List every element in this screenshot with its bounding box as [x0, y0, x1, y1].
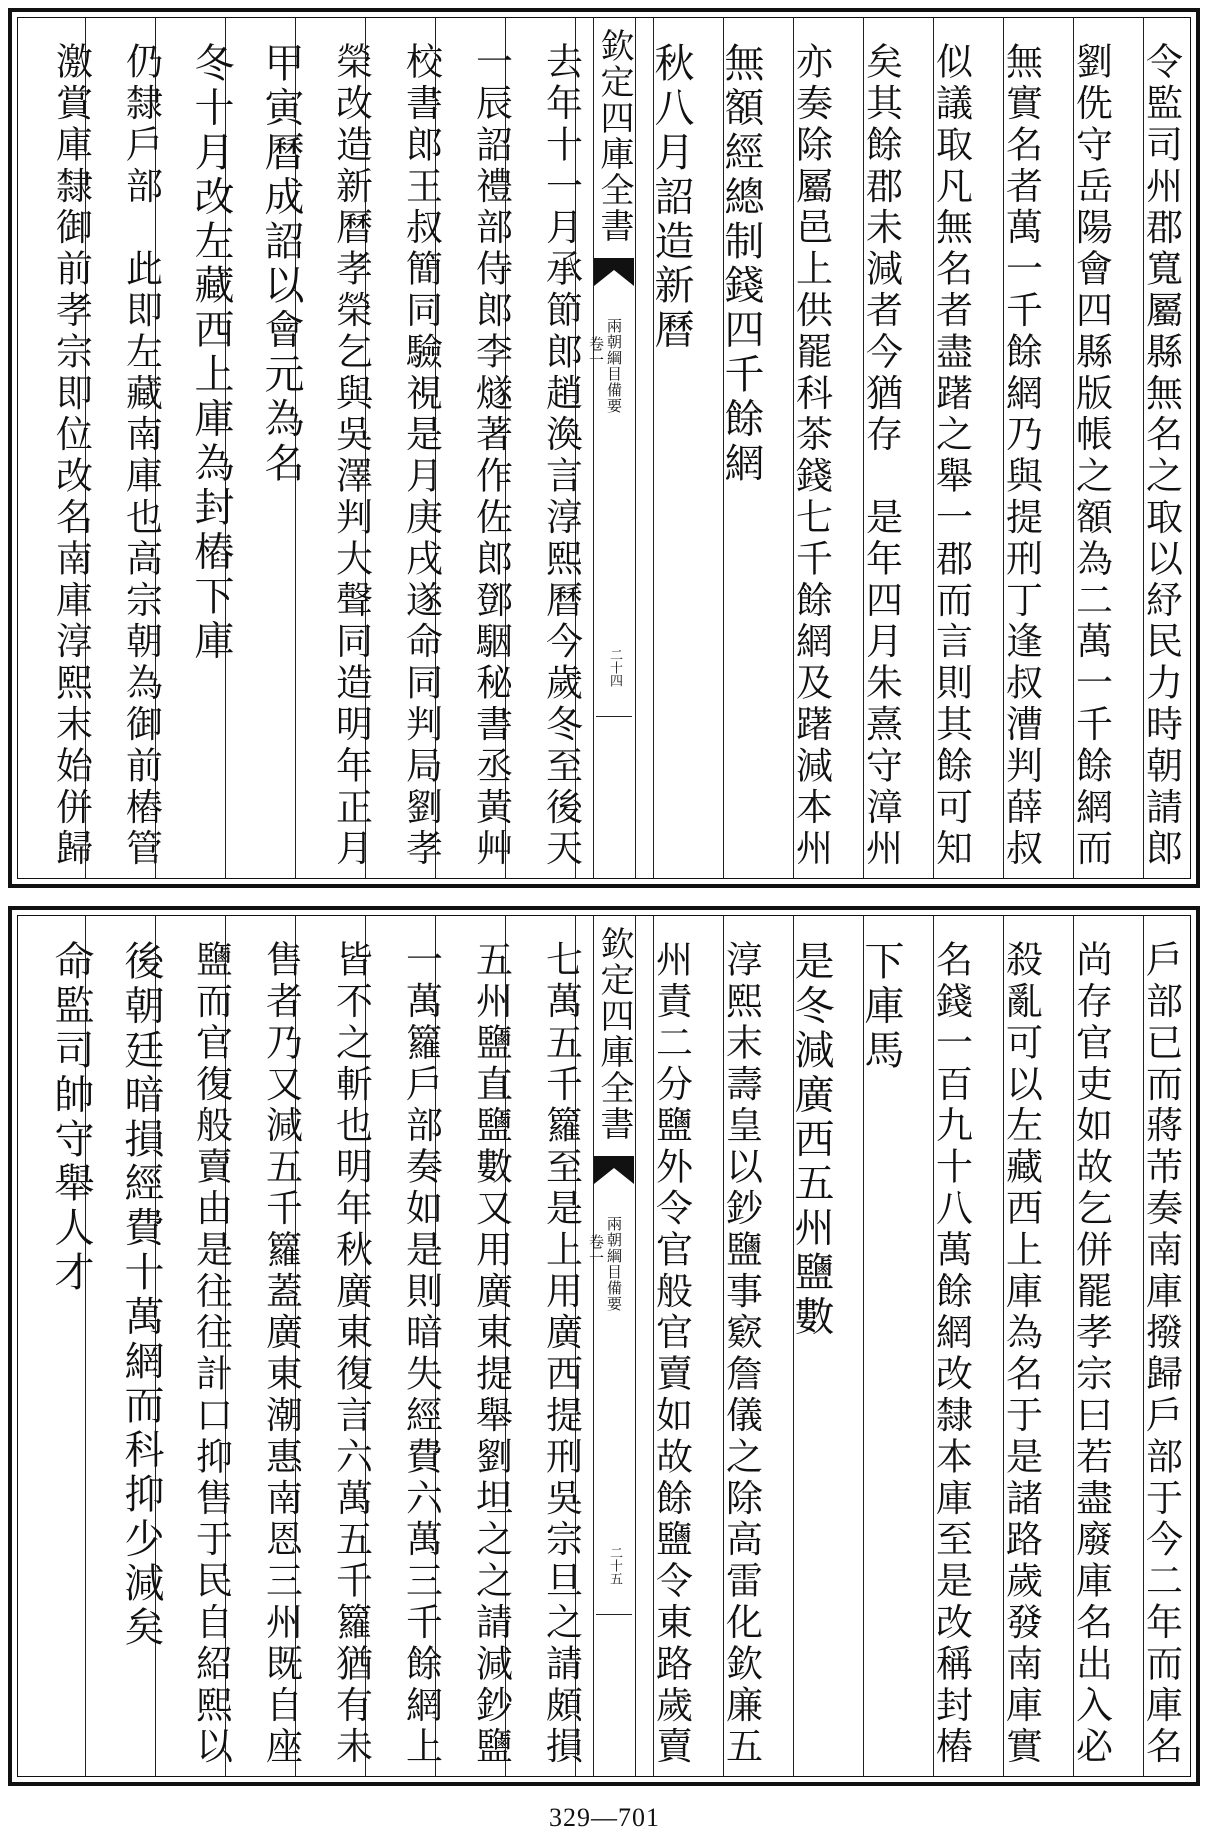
book-title: 欽定四庫全書 — [594, 28, 634, 244]
text-column — [176, 18, 246, 878]
page-top-frame — [17, 17, 1191, 879]
column-text: 一萬籮戶部奏如是則暗失經費六萬三千餘網上 — [399, 940, 443, 1768]
column-text: 淳熙末壽皇以鈔鹽事窽詹儀之除高雷化欽廉五 — [719, 940, 763, 1768]
text-column — [456, 916, 526, 1776]
text-column — [846, 916, 916, 1776]
column-text: 令監司州郡寬屬縣無名之取以紓民力時朝請郎 — [1139, 42, 1183, 870]
text-column — [1056, 18, 1126, 878]
text-column — [916, 18, 986, 878]
column-text: 榮改造新曆孝榮乞與吳澤判大聲同造明年正月 — [329, 42, 373, 870]
text-column — [526, 916, 596, 1776]
column-text: 售者乃又減五千籮蓋廣東潮惠南恩三州既自座 — [259, 940, 303, 1768]
text-column — [1056, 916, 1126, 1776]
text-column — [456, 18, 526, 878]
volume-label: 卷一 — [587, 336, 605, 368]
column-text: 仍隸戶部 此即左藏南庫也高宗朝為御前樁管 — [119, 42, 163, 870]
text-column — [776, 18, 846, 878]
text-column — [776, 916, 846, 1776]
running-title: 兩朝綱目備要 — [605, 1216, 623, 1312]
center-fold — [587, 916, 636, 1776]
column-text: 命監司帥守舉人才 — [48, 940, 94, 1296]
text-column — [986, 18, 1056, 878]
text-column — [246, 916, 316, 1776]
volume-label: 卷一 — [587, 1234, 605, 1266]
column-text: 五州鹽直鹽數又用廣東提舉劉坦之之請減鈔鹽 — [469, 940, 513, 1768]
column-text: 劉侁守岳陽會四縣版帳之額為二萬一千餘網而 — [1069, 42, 1113, 870]
fishtail-mark — [592, 258, 636, 288]
column-text: 秋八月詔造新曆 — [648, 42, 694, 353]
text-column — [636, 916, 706, 1776]
column-text: 殺亂可以左藏西上庫為名于是諸路歲發南庫實 — [999, 940, 1043, 1768]
text-column — [916, 916, 986, 1776]
text-column — [526, 18, 596, 878]
column-text: 下庫馬 — [858, 940, 904, 1074]
column-text: 無實名者萬一千餘網乃與提刑丁逢叔漕判薛叔 — [999, 42, 1043, 870]
fishtail-mark — [592, 1156, 636, 1186]
folio-number: 二十五 — [607, 1546, 622, 1585]
book-title-banner — [594, 916, 634, 1162]
column-text: 州責二分鹽外令官般官賣如故餘鹽令東路歲賣 — [649, 940, 693, 1768]
text-column — [316, 18, 386, 878]
text-column — [36, 916, 106, 1776]
text-column — [1126, 916, 1196, 1776]
text-column — [36, 18, 106, 878]
column-text: 名錢一百九十八萬餘網改隸本庫至是改稱封樁 — [929, 940, 973, 1768]
text-column — [386, 916, 456, 1776]
column-text: 鹽而官復般賣由是往往計口抑售于民自紹熙以 — [189, 940, 233, 1768]
text-column — [106, 916, 176, 1776]
column-text: 戶部已而蔣芾奏南庫撥歸戶部于今二年而庫名 — [1139, 940, 1183, 1768]
page-reference-caption: 329—701 — [549, 1803, 660, 1832]
column-text: 皆不之斬也明年秋廣東復言六萬五千籮猶有未 — [329, 940, 373, 1768]
column-text: 一辰詔禮部侍郎李燧著作佐郎鄧駰秘書丞黃艸 — [469, 42, 513, 870]
page-bottom — [8, 906, 1200, 1786]
column-text: 亦奏除屬邑上供罷科茶錢七千餘網及躇減本州 — [789, 42, 833, 870]
book-title-banner — [594, 18, 634, 264]
text-column — [706, 916, 776, 1776]
column-text: 校書郎王叔簡同驗視是月庚戌遂命同判局劉孝 — [399, 42, 443, 870]
book-title: 欽定四庫全書 — [594, 926, 634, 1142]
column-text: 後朝廷暗損經費十萬網而科抑少減矣 — [118, 940, 164, 1651]
page-top — [8, 8, 1200, 888]
column-text: 是冬減廣西五州鹽數 — [788, 940, 834, 1340]
center-fold — [587, 18, 636, 878]
column-text: 似議取凡無名者盡躇之舉一郡而言則其餘可知 — [929, 42, 973, 870]
column-text: 尚存官吏如故乞併罷孝宗曰若盡廢庫名出入必 — [1069, 940, 1113, 1768]
column-text: 矣其餘郡未減者今猶存 是年四月朱熹守漳州 — [859, 42, 903, 870]
text-column — [316, 916, 386, 1776]
page-bottom-frame — [17, 915, 1191, 1777]
text-column — [706, 18, 776, 878]
text-column — [386, 18, 456, 878]
text-column — [636, 18, 706, 878]
column-text: 甲寅曆成詔以會元為名 — [258, 42, 304, 486]
center-end-line — [596, 716, 632, 717]
text-column — [846, 18, 916, 878]
column-text: 冬十月改左藏西上庫為封樁下庫 — [188, 42, 234, 664]
text-column — [106, 18, 176, 878]
column-text: 激賞庫隸御前孝宗即位改名南庫淳熙末始併歸 — [49, 42, 93, 870]
text-column — [176, 916, 246, 1776]
text-column — [246, 18, 316, 878]
text-column — [1126, 18, 1196, 878]
column-text: 去年十一月承節郎趙渙言淳熙曆今歲冬至後天 — [539, 42, 583, 870]
text-column — [986, 916, 1056, 1776]
center-end-line — [596, 1614, 632, 1615]
column-text: 無額經總制錢四千餘網 — [718, 42, 764, 486]
running-title: 兩朝綱目備要 — [605, 318, 623, 414]
column-text: 七萬五千籮至是上用廣西提刑吳宗旦之請頗損 — [539, 940, 583, 1768]
folio-number: 二十四 — [607, 648, 622, 687]
